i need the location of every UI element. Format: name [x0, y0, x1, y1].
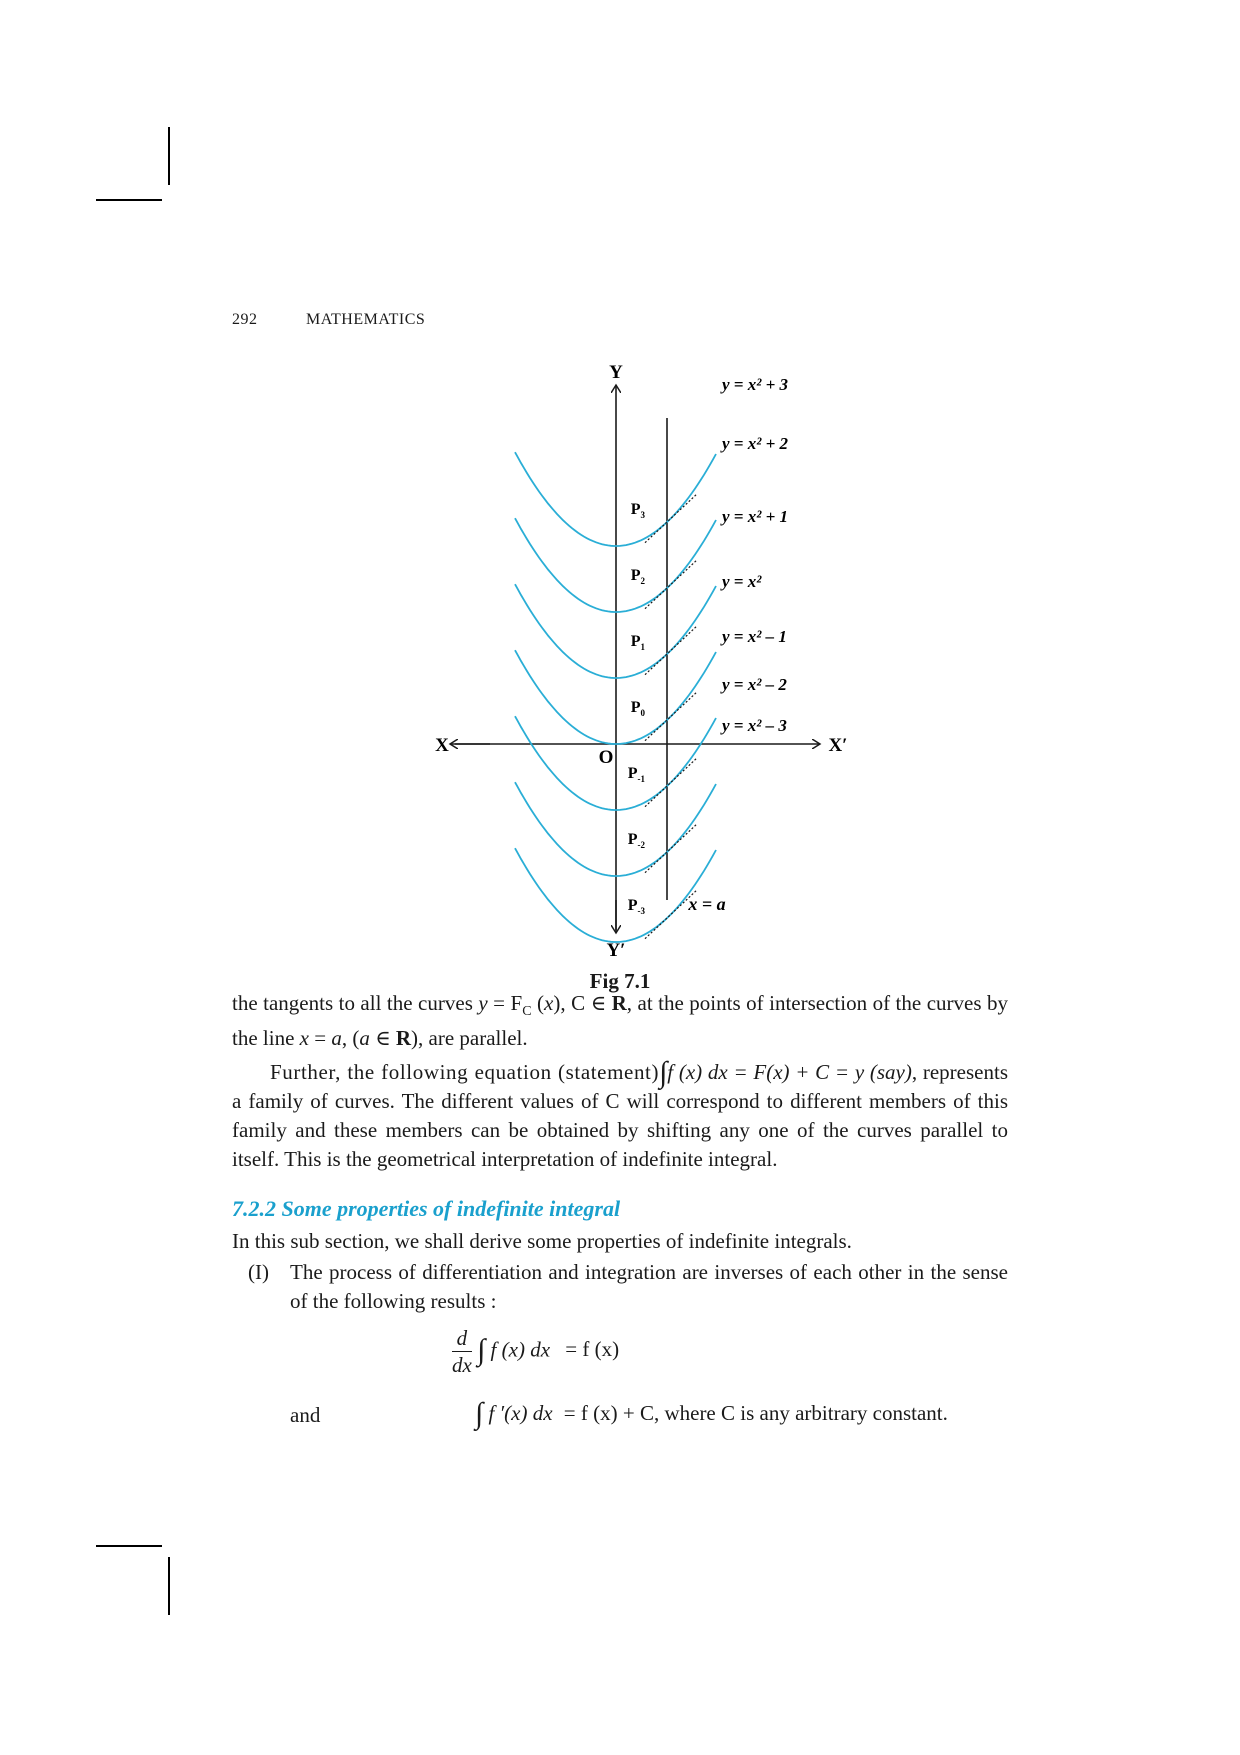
- y-axis-top-label: Y: [609, 362, 623, 383]
- curve-label: y = x² + 3: [722, 375, 789, 394]
- p1-text-9: ), are parallel.: [411, 1026, 528, 1050]
- p1-var-a-1: a: [331, 1026, 342, 1050]
- p1-text-5: , at the points of intersection of the curves by the line: [232, 991, 1008, 1050]
- p1-var-x: x: [544, 991, 554, 1015]
- vertical-line-label: x = a: [688, 894, 726, 914]
- p1-text-2: = F: [487, 991, 523, 1015]
- p1-var-a-2: a: [359, 1026, 370, 1050]
- paragraph-tangents: [232, 990, 1008, 1051]
- eq2-lhs: f ′(x) dx: [488, 1401, 553, 1425]
- derivative-fraction: [452, 1325, 472, 1378]
- fraction-denominator: dx: [452, 1353, 472, 1377]
- section-heading: 7.2.2 Some properties of indefinite integral: [232, 1196, 621, 1221]
- y-axis-bottom-label: Y′: [606, 940, 626, 961]
- figure-caption: Fig 7.1: [589, 969, 651, 993]
- eq1-lhs: f (x) dx: [490, 1337, 551, 1362]
- p1-text-3: (: [531, 991, 545, 1015]
- property-text: The process of differentiation and integration are inverses of each other in the sense of the following results :: [290, 1260, 1008, 1313]
- section-intro: In this sub section, we shall derive some properties of indefinite integrals.: [232, 1229, 852, 1253]
- p1-var-y: y: [478, 991, 488, 1015]
- p1-text-6: =: [308, 1026, 332, 1050]
- p1-text-1: the tangents to all the curves: [232, 991, 479, 1015]
- intersection-point-label: $P_{-3}$: [627, 897, 645, 917]
- fraction-numerator: d: [452, 1325, 472, 1352]
- x-axis-left-label: X: [435, 735, 449, 756]
- p2-rest: , represents a family of curves. The different values of C will correspond to different members of this family and these members can be obtained by shifting any one of the curves parallel to itself. This is the geometrical interpretation of indefinite integral.: [232, 1060, 1008, 1171]
- intersection-point-label: $P_0$: [630, 699, 645, 719]
- property-label: (I): [248, 1260, 269, 1284]
- p1-var-x-2: x: [299, 1026, 309, 1050]
- property-item-1: [248, 1258, 1008, 1316]
- curve-label: y = x² – 3: [722, 716, 787, 735]
- intersection-point-label: $P_3$: [630, 501, 645, 521]
- eq2-prefix: and: [290, 1403, 321, 1427]
- p1-text-4: ), C ∈: [553, 991, 612, 1015]
- intersection-point-label: $P_1$: [630, 633, 645, 653]
- integral-sign: ∫: [475, 1397, 484, 1430]
- curve-label: y = x² – 2: [722, 675, 787, 694]
- p2-equation: f (x) dx = F(x) + C = y (say): [667, 1060, 912, 1084]
- p1-text-8: ∈: [369, 1026, 396, 1050]
- p1-subscript-c: C: [522, 1004, 532, 1019]
- x-axis-right-label: X′: [828, 735, 848, 756]
- eq1-rhs: = f (x): [565, 1337, 620, 1362]
- origin-label: O: [598, 747, 614, 768]
- eq2-rhs: = f (x) + C, where C is any arbitrary constant.: [563, 1401, 948, 1425]
- intersection-point-label: $P_{-1}$: [627, 765, 645, 785]
- p1-reals-1: R: [611, 991, 627, 1015]
- p2-lead: Further, the following equation (statement): [270, 1060, 660, 1084]
- curve-label: y = x² + 2: [722, 434, 789, 453]
- p1-text-7: , (: [341, 1026, 360, 1050]
- curve-label: y = x² + 1: [722, 507, 789, 526]
- labels-group: [628, 375, 789, 916]
- paragraph-family-of-curves: [232, 1058, 1008, 1174]
- intersection-point-label: $P_{-2}$: [627, 831, 645, 851]
- integral-sign: ∫: [477, 1333, 486, 1367]
- book-title: MATHEMATICS: [306, 311, 426, 328]
- p1-reals-2: R: [395, 1026, 412, 1050]
- page-number: 292: [232, 311, 258, 328]
- crop-mark-bottom-vertical: [168, 1557, 170, 1615]
- intersection-point-label: $P_2$: [630, 567, 645, 587]
- equation-derivative-of-integral: [452, 1325, 619, 1378]
- crop-mark-bottom-horizontal: [96, 1545, 162, 1547]
- integral-sign: ∫: [659, 1056, 668, 1089]
- curve-label: y = x² – 1: [722, 627, 787, 646]
- equation-integral-of-derivative: [290, 1397, 1010, 1430]
- curve-label: y = x²: [722, 572, 762, 591]
